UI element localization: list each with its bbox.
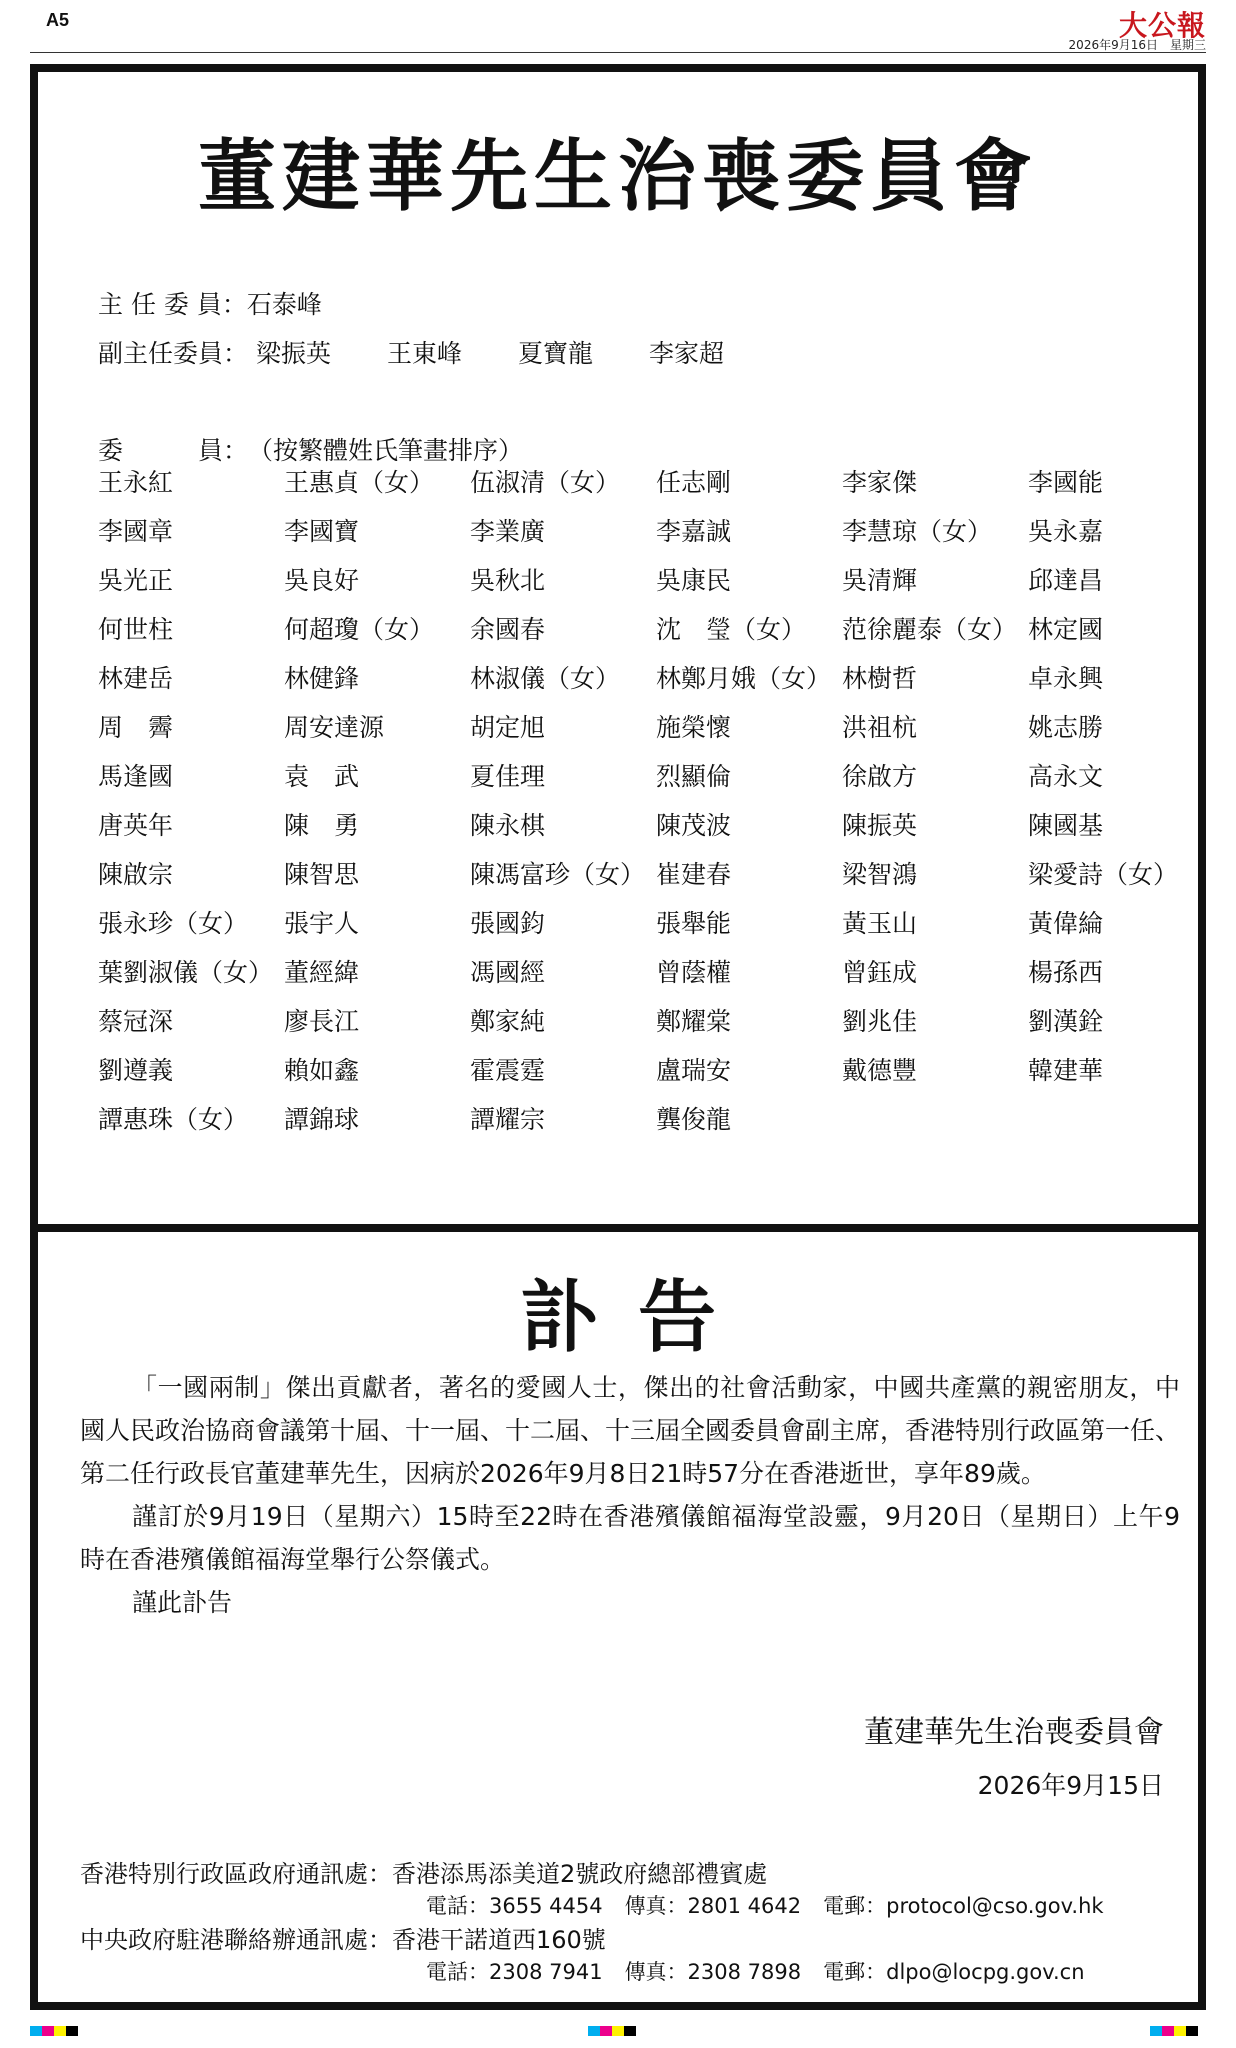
committee-member: 余國春 xyxy=(470,615,546,644)
vice-chair-name: 李家超 xyxy=(649,339,725,368)
contact-hksar xyxy=(80,1862,767,1886)
committee-member: 吳良好 xyxy=(284,566,360,595)
committee-member: 張舉能 xyxy=(656,909,732,938)
registration-marks xyxy=(30,2026,78,2036)
committee-member: 崔建春 xyxy=(656,860,732,889)
committee-member: 施榮懷 xyxy=(656,713,732,742)
magenta-swatch xyxy=(42,2026,54,2036)
committee-member: 洪祖杭 xyxy=(842,713,918,742)
contact-hksar-details xyxy=(426,1896,1126,1917)
obituary-date: 2026年9月15日 xyxy=(977,1771,1164,1800)
cyan-swatch xyxy=(30,2026,42,2036)
black-swatch xyxy=(1186,2026,1198,2036)
committee-member: 陳國基 xyxy=(1028,811,1104,840)
vice-chair-name: 王東峰 xyxy=(386,339,462,368)
magenta-swatch xyxy=(600,2026,612,2036)
chair-name: 石泰峰 xyxy=(246,290,322,319)
committee-member: 林健鋒 xyxy=(284,664,360,693)
contact-loco xyxy=(80,1928,606,1952)
vice-chair-names xyxy=(248,339,780,368)
committee-member: 黃玉山 xyxy=(842,909,918,938)
page-number: A5 xyxy=(46,10,70,30)
vice-chair-role: 副主任委員： xyxy=(98,339,249,368)
committee-member: 李家傑 xyxy=(842,468,918,497)
committee-member: 陳啟宗 xyxy=(98,860,174,889)
chair-role: 主 任 委 員： xyxy=(98,290,247,319)
committee-member: 廖長江 xyxy=(284,1007,360,1036)
header-rule xyxy=(30,52,1206,53)
committee-member: 張國鈞 xyxy=(470,909,546,938)
yellow-swatch xyxy=(612,2026,624,2036)
committee-member: 何世柱 xyxy=(98,615,174,644)
issue-date: 2026年9月16日 星期三 xyxy=(1068,38,1206,52)
committee-member: 劉兆佳 xyxy=(842,1007,918,1036)
committee-member: 劉遵義 xyxy=(98,1056,174,1085)
committee-member: 林樹哲 xyxy=(842,664,918,693)
committee-member: 周 霽 xyxy=(98,713,174,742)
committee-member: 梁智鴻 xyxy=(842,860,918,889)
magenta-swatch xyxy=(1162,2026,1174,2036)
committee-member: 徐啟方 xyxy=(842,762,918,791)
members-role: 委 員： xyxy=(98,436,249,465)
contact-fax: 傳真：2801 4642 xyxy=(624,1894,802,1918)
committee-member: 吳清輝 xyxy=(842,566,918,595)
committee-member: 戴德豐 xyxy=(842,1056,918,1085)
committee-member: 吳康民 xyxy=(656,566,732,595)
committee-member: 馮國經 xyxy=(470,958,546,987)
committee-member: 鄭耀棠 xyxy=(656,1007,732,1036)
committee-member: 張永珍（女） xyxy=(98,909,249,938)
committee-member: 陳馮富珍（女） xyxy=(470,860,646,889)
chair-line xyxy=(98,292,322,317)
committee-member: 蔡冠深 xyxy=(98,1007,174,1036)
committee-member: 唐英年 xyxy=(98,811,174,840)
committee-member: 劉漢銓 xyxy=(1028,1007,1104,1036)
committee-member: 范徐麗泰（女） xyxy=(842,615,1018,644)
committee-member: 譚惠珠（女） xyxy=(98,1105,249,1134)
committee-member: 李慧琼（女） xyxy=(842,517,993,546)
committee-member: 林建岳 xyxy=(98,664,174,693)
obituary-closing: 謹此訃告 xyxy=(132,1588,233,1617)
committee-member: 烈顯倫 xyxy=(656,762,732,791)
obituary-paragraph: 「一國兩制」傑出貢獻者，著名的愛國人士，傑出的社會活動家，中國共產黨的親密朋友，中國人民政治協商會議第十屆、十一屆、十二屆、十三屆全國委員會副主席，香港特別行政區第一任、第二任行政長官董建華先生，因病於2026年9月8日21時57分在香港逝世，享年89歲。 xyxy=(80,1373,1181,1488)
committee-member: 盧瑞安 xyxy=(656,1056,732,1085)
cyan-swatch xyxy=(588,2026,600,2036)
obituary-body xyxy=(80,1366,1180,1624)
committee-member: 周安達源 xyxy=(284,713,385,742)
committee-member: 黃偉綸 xyxy=(1028,909,1104,938)
obituary-title: 訃告 xyxy=(519,1273,756,1363)
committee-member: 何超瓊（女） xyxy=(284,615,435,644)
committee-title: 董建華先生治喪委員會 xyxy=(197,132,1038,222)
committee-member: 李國章 xyxy=(98,517,174,546)
committee-member: 梁愛詩（女） xyxy=(1028,860,1179,889)
committee-member: 吳永嘉 xyxy=(1028,517,1104,546)
members-note: （按繁體姓氏筆畫排序） xyxy=(248,436,524,465)
committee-member: 張宇人 xyxy=(284,909,360,938)
committee-member: 譚耀宗 xyxy=(470,1105,546,1134)
committee-member: 吳秋北 xyxy=(470,566,546,595)
committee-member: 林鄭月娥（女） xyxy=(656,664,832,693)
contact-loco-details xyxy=(426,1962,1107,1983)
black-swatch xyxy=(66,2026,78,2036)
contact-office: 香港特別行政區政府通訊處： xyxy=(80,1860,392,1888)
vice-chair-line xyxy=(98,341,780,366)
committee-member: 馬逢國 xyxy=(98,762,174,791)
committee-member: 邱達昌 xyxy=(1028,566,1104,595)
committee-member: 曾鈺成 xyxy=(842,958,918,987)
committee-member: 李業廣 xyxy=(470,517,546,546)
obituary-paragraph: 謹訂於9月19日（星期六）15時至22時在香港殯儀館福海堂設靈，9月20日（星期日）上午9時在香港殯儀館福海堂舉行公祭儀式。 xyxy=(80,1502,1180,1574)
contact-address: 香港添馬添美道2號政府總部禮賓處 xyxy=(392,1860,768,1888)
obituary-signature: 董建華先生治喪委員會 xyxy=(864,1715,1164,1750)
contact-email: 電郵：dlpo@locpg.gov.cn xyxy=(823,1960,1085,1984)
committee-member: 曾蔭權 xyxy=(656,958,732,987)
committee-member: 伍淑清（女） xyxy=(470,468,621,497)
committee-member: 沈 瑩（女） xyxy=(656,615,807,644)
committee-member: 賴如鑫 xyxy=(284,1056,360,1085)
registration-marks xyxy=(1150,2026,1198,2036)
committee-member: 霍震霆 xyxy=(470,1056,546,1085)
committee-member: 李國寶 xyxy=(284,517,360,546)
committee-member: 陳智思 xyxy=(284,860,360,889)
cyan-swatch xyxy=(1150,2026,1162,2036)
committee-member: 姚志勝 xyxy=(1028,713,1104,742)
contact-phone: 電話：2308 7941 xyxy=(426,1960,603,1984)
committee-member: 高永文 xyxy=(1028,762,1104,791)
vice-chair-name: 夏寶龍 xyxy=(518,339,594,368)
committee-member: 任志剛 xyxy=(656,468,732,497)
committee-member: 葉劉淑儀（女） xyxy=(98,958,274,987)
section-divider xyxy=(38,1224,1198,1232)
committee-member: 林定國 xyxy=(1028,615,1104,644)
committee-member: 卓永興 xyxy=(1028,664,1104,693)
committee-member: 王惠貞（女） xyxy=(284,468,435,497)
committee-member: 韓建華 xyxy=(1028,1056,1104,1085)
contact-address: 香港干諾道西160號 xyxy=(392,1926,606,1954)
contact-fax: 傳真：2308 7898 xyxy=(624,1960,802,1984)
committee-member: 陳 勇 xyxy=(284,811,360,840)
committee-member: 譚錦球 xyxy=(284,1105,360,1134)
yellow-swatch xyxy=(1174,2026,1186,2036)
committee-member: 陳永棋 xyxy=(470,811,546,840)
black-swatch xyxy=(624,2026,636,2036)
committee-member: 李國能 xyxy=(1028,468,1104,497)
newspaper-logo: 大公報 xyxy=(1118,9,1206,42)
committee-member: 鄭家純 xyxy=(470,1007,546,1036)
committee-member: 王永紅 xyxy=(98,468,174,497)
committee-member: 楊孫西 xyxy=(1028,958,1104,987)
committee-member: 吳光正 xyxy=(98,566,174,595)
committee-member: 陳茂波 xyxy=(656,811,732,840)
notice-frame xyxy=(30,64,1206,2010)
committee-member: 董經緯 xyxy=(284,958,360,987)
committee-member: 林淑儀（女） xyxy=(470,664,621,693)
committee-member: 李嘉誠 xyxy=(656,517,732,546)
committee-member: 袁 武 xyxy=(284,762,360,791)
vice-chair-name: 梁振英 xyxy=(255,339,331,368)
contact-office: 中央政府駐港聯絡辦通訊處： xyxy=(80,1926,392,1954)
contact-email: 電郵：protocol@cso.gov.hk xyxy=(823,1894,1104,1918)
registration-marks xyxy=(588,2026,636,2036)
members-grid xyxy=(98,458,1198,1144)
committee-member: 夏佳理 xyxy=(470,762,546,791)
committee-member: 龔俊龍 xyxy=(656,1105,732,1134)
committee-member: 胡定旭 xyxy=(470,713,546,742)
committee-member: 陳振英 xyxy=(842,811,918,840)
yellow-swatch xyxy=(54,2026,66,2036)
contact-phone: 電話：3655 4454 xyxy=(426,1894,603,1918)
